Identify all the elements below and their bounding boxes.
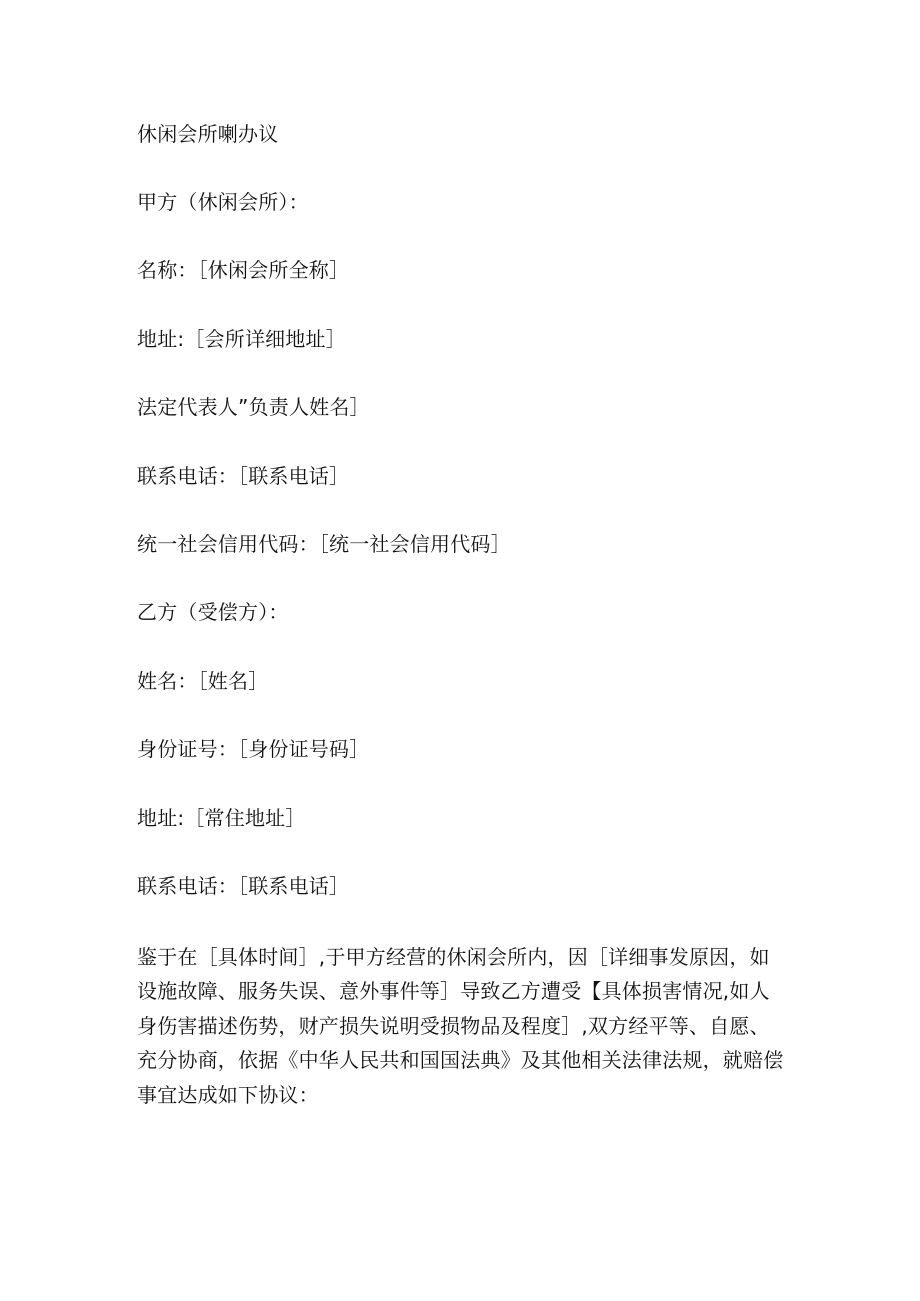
preamble-line: 身伤害描述伤势，财产损失说明受损物品及程度］,双方经平等、自愿、 (137, 1013, 770, 1038)
preamble-line: 充分协商，依据《中华人民共和国国法典》及其他相关法律法规，就赔偿 (137, 1048, 784, 1073)
preamble-paragraph (137, 940, 787, 1112)
document-title: 休闲会所喇办议 (137, 122, 279, 146)
party-a-name: 名称：［休闲会所全称］ (137, 258, 350, 282)
party-b-heading: 乙方（受偿方）： (137, 600, 289, 624)
preamble-line: 鉴于在［具体时间］,于甲方经营的休闲会所内，因［详细事发原因，如 (137, 945, 770, 969)
party-b-phone: 联系电话：［联系电话］ (137, 874, 350, 898)
party-b-id-number: 身份证号：［身份证号码］ (137, 737, 370, 761)
party-a-representative: 法定代表人”负责人姓名］ (137, 395, 370, 419)
preamble-line: 设施故障、服务失误、意外事件等］导致乙方遭受【具体损害情况,如人 (137, 979, 770, 1004)
preamble-line: 事宜达成如下协议： (137, 1082, 319, 1107)
party-a-heading: 甲方（休闲会所）： (137, 190, 309, 214)
party-b-address: 地址:［常住地址］ (137, 806, 306, 830)
party-b-name: 姓名：［姓名］ (137, 669, 269, 693)
party-a-credit-code: 统一社会信用代码：［统一社会信用代码］ (137, 532, 511, 556)
party-a-address: 地址:［会所详细地址］ (137, 327, 346, 351)
party-a-phone: 联系电话：［联系电话］ (137, 464, 350, 488)
